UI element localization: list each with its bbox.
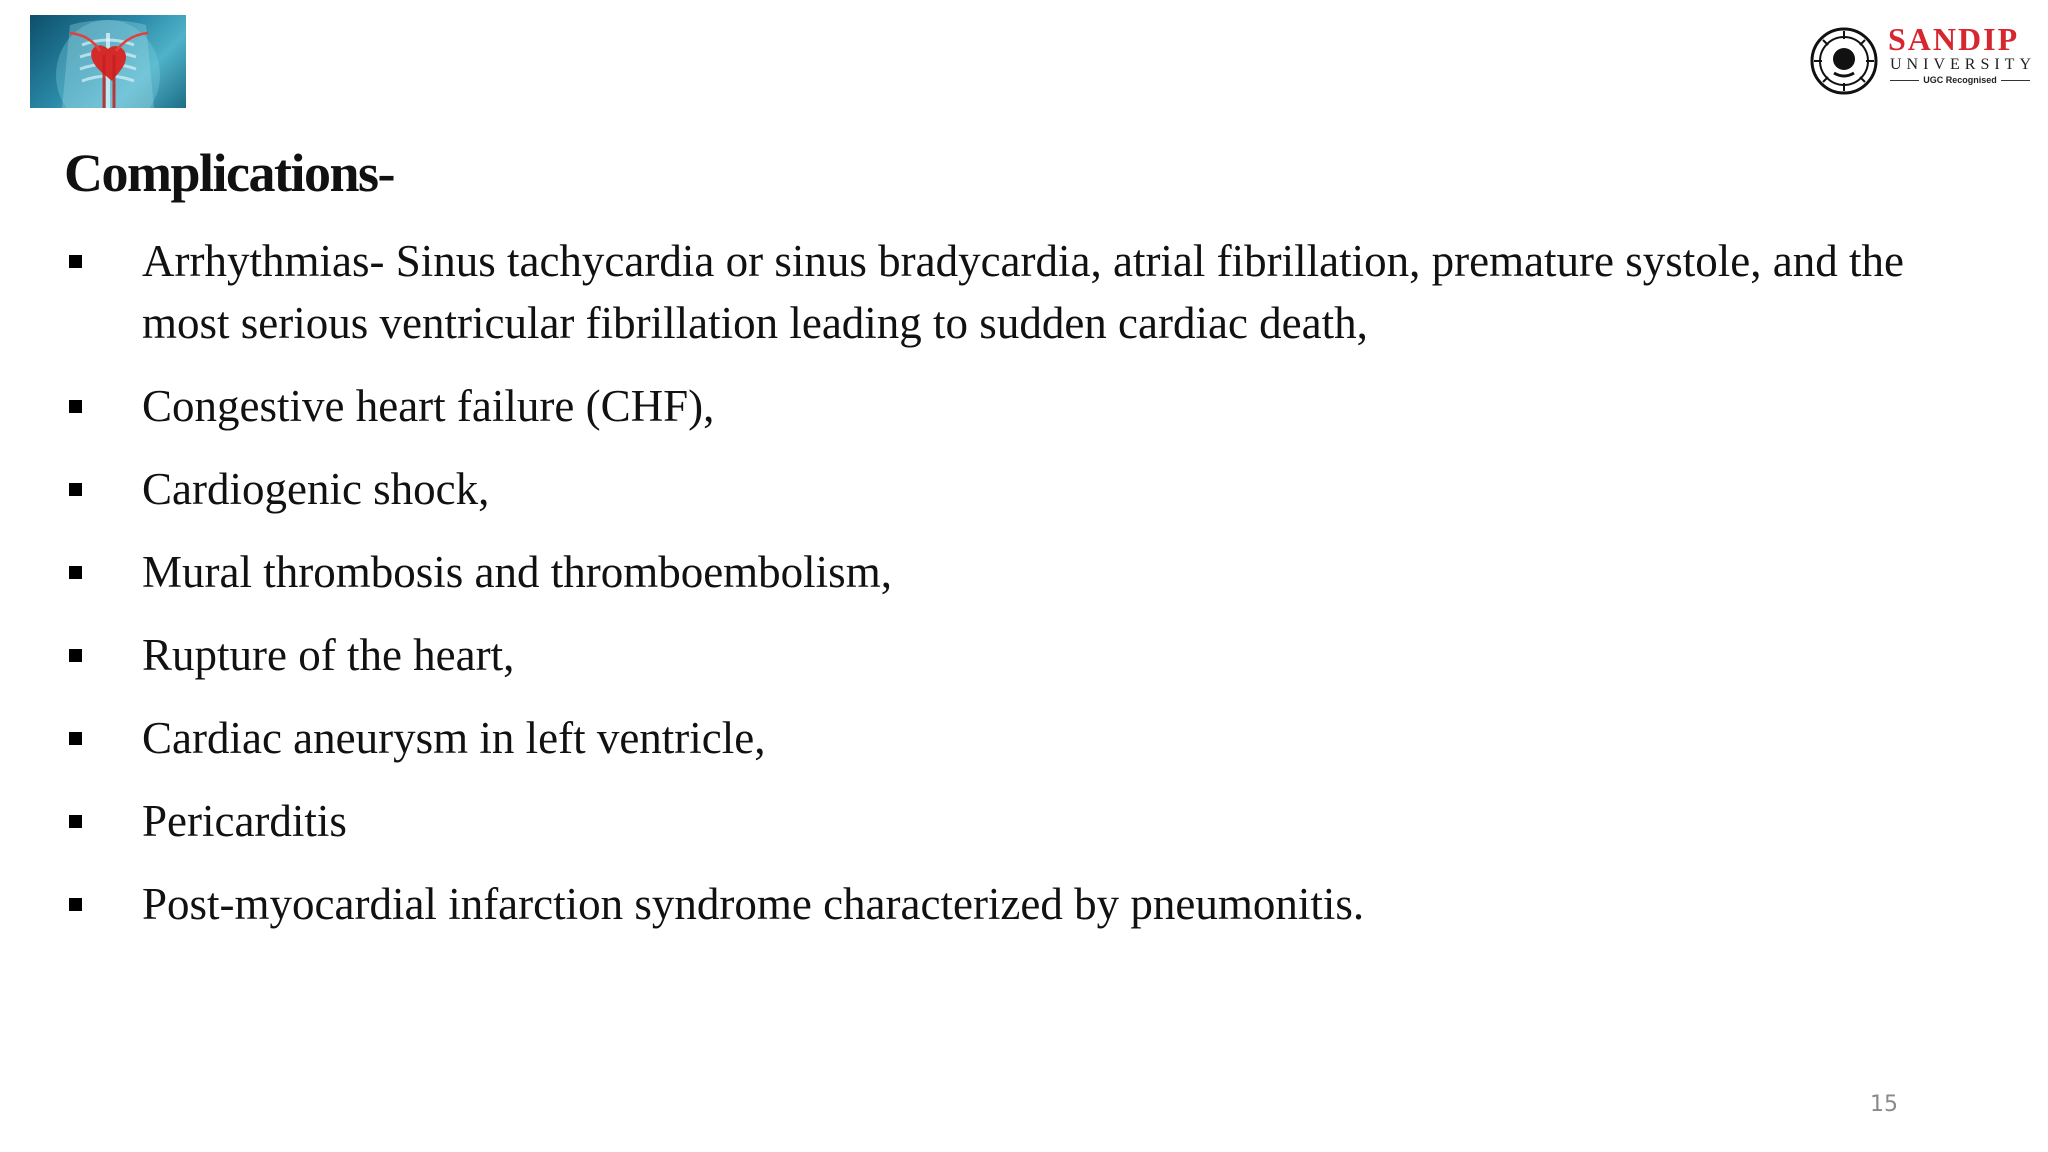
logo-tagline: [1890, 74, 2030, 86]
square-bullet-icon: [69, 898, 82, 911]
logo-subtitle: UNIVERSITY: [1890, 56, 2036, 73]
logo-tag-text: UGC Recognised: [1923, 75, 1997, 85]
list-item-text: Rupture of the heart,: [142, 630, 515, 680]
list-item-text: Post-myocardial infarction syndrome characterized by pneumonitis.: [142, 879, 1365, 929]
square-bullet-icon: [69, 255, 82, 268]
list-item: [64, 873, 1984, 935]
square-bullet-icon: [69, 732, 82, 745]
slide-title: Complications-: [64, 143, 394, 203]
university-logo: [1810, 21, 2036, 102]
list-item: [64, 707, 1984, 769]
list-item: [64, 541, 1984, 603]
university-emblem-icon: [1810, 27, 1878, 95]
square-bullet-icon: [69, 483, 82, 496]
complications-list: [64, 230, 1984, 956]
tagline-rule: [2001, 80, 2030, 81]
list-item: [64, 624, 1984, 686]
list-item: [64, 375, 1984, 437]
list-item-text: Congestive heart failure (CHF),: [142, 381, 715, 431]
square-bullet-icon: [69, 815, 82, 828]
square-bullet-icon: [69, 566, 82, 579]
square-bullet-icon: [69, 649, 82, 662]
list-item: [64, 458, 1984, 520]
list-item-text: Arrhythmias- Sinus tachycardia or sinus bradycardia, atrial fibrillation, premature systole, and the most serious ventricular fibrillation leading to sudden cardiac death,: [142, 236, 1904, 348]
list-item-text: Cardiac aneurysm in left ventricle,: [142, 713, 766, 763]
list-item: [64, 230, 1984, 354]
square-bullet-icon: [69, 400, 82, 413]
list-item-text: Mural thrombosis and thromboembolism,: [142, 547, 892, 597]
heart-anatomy-image: [30, 15, 186, 108]
list-item-text: Cardiogenic shock,: [142, 464, 490, 514]
logo-name: SANDIP: [1888, 21, 2020, 57]
list-item: [64, 790, 1984, 852]
tagline-rule: [1890, 80, 1919, 81]
list-item-text: Pericarditis: [142, 796, 347, 846]
page-number: 15: [1870, 1092, 1898, 1117]
